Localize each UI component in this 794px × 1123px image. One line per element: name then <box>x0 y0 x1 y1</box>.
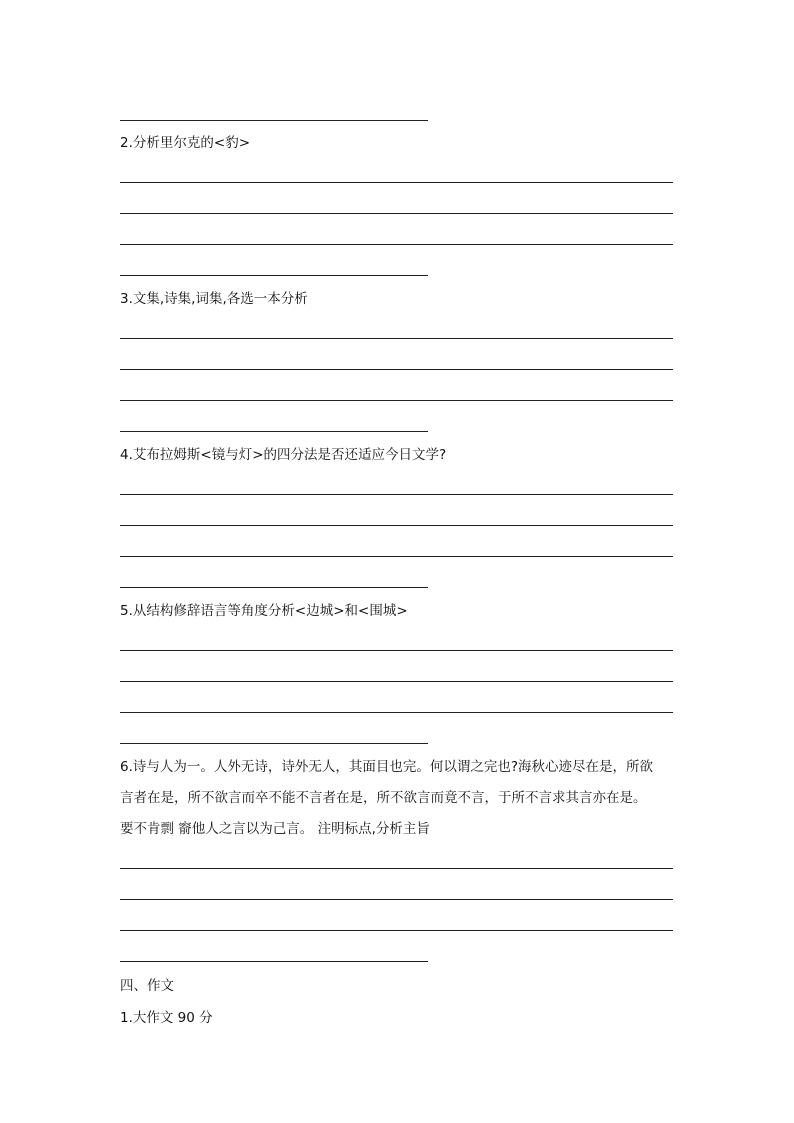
answer-line <box>120 431 428 432</box>
answer-line <box>120 525 673 526</box>
question-6-line-2: 言者在是，所不欲言而卒不能不言者在是，所不欲言而竟不言，于所不言求其言亦在是。 <box>120 790 647 806</box>
answer-line <box>120 494 673 495</box>
answer-line <box>120 120 428 121</box>
question-5: 5.从结构修辞语言等角度分析<边城>和<围城> <box>120 603 408 619</box>
answer-line <box>120 400 673 401</box>
answer-line <box>120 244 673 245</box>
question-6-line-3: 要不肯剽 窬他人之言以为己言。 注明标点,分析主旨 <box>120 821 430 837</box>
section-title: 四、作文 <box>120 978 174 994</box>
answer-line <box>120 650 673 651</box>
answer-line <box>120 899 673 900</box>
answer-line <box>120 275 428 276</box>
question-2: 2.分析里尔克的<豹> <box>120 135 251 151</box>
answer-line <box>120 338 673 339</box>
answer-line <box>120 743 428 744</box>
question-3: 3.文集,诗集,词集,各选一本分析 <box>120 291 308 307</box>
question-6-line-1: 6.诗与人为一。人外无诗，诗外无人，其面目也完。何以谓之完也?海秋心迹尽在是，所欲 <box>120 759 654 775</box>
answer-line <box>120 681 673 682</box>
essay-item: 1.大作文 90 分 <box>120 1010 213 1026</box>
answer-line <box>120 369 673 370</box>
answer-line <box>120 712 673 713</box>
answer-line <box>120 961 428 962</box>
answer-line <box>120 213 673 214</box>
answer-line <box>120 556 673 557</box>
answer-line <box>120 182 673 183</box>
answer-line <box>120 587 428 588</box>
answer-line <box>120 868 673 869</box>
answer-line <box>120 930 673 931</box>
question-4: 4.艾布拉姆斯<镜与灯>的四分法是否还适应今日文学? <box>120 447 447 463</box>
